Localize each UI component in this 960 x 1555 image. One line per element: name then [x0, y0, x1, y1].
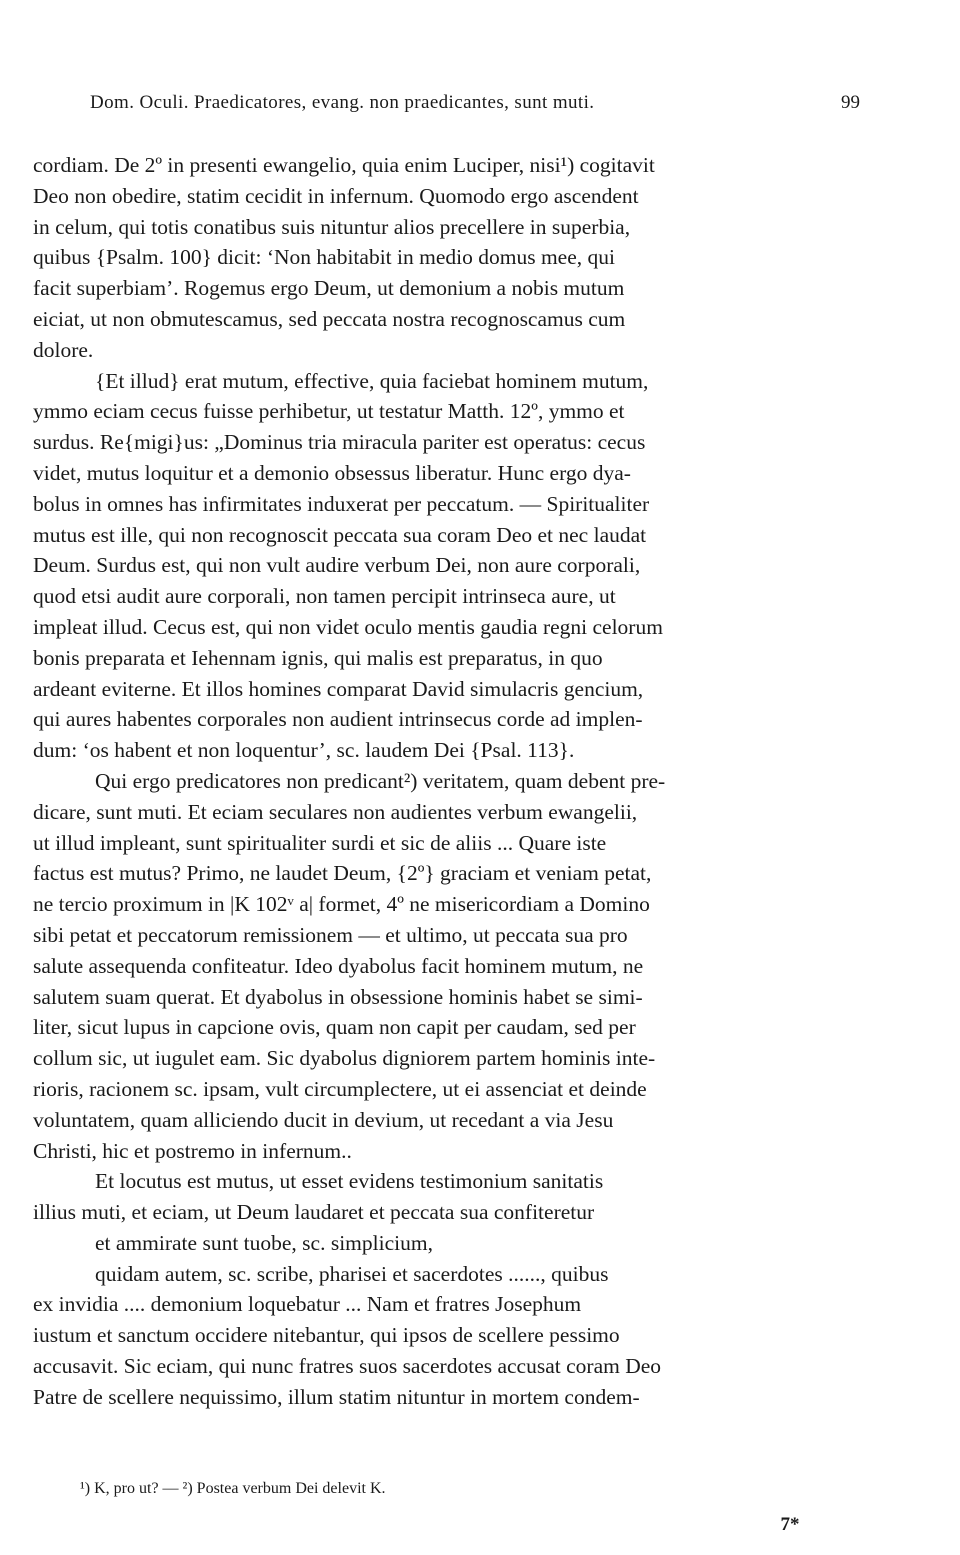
text-line: quidam autem, sc. scribe, pharisei et sacerdotes ......, quibus — [95, 1261, 609, 1286]
text-line: quibus {Psalm. 100} dicit: ‘Non habitabit in medio domus mee, qui — [33, 245, 615, 270]
text-line: rioris, racionem sc. ipsam, vult circumplectere, ut ei assenciat et deinde — [33, 1076, 647, 1101]
text-line: et ammirate sunt tuobe, sc. simplicium, — [95, 1230, 433, 1255]
running-header: Dom. Oculi. Praedicatores, evang. non praedicantes, sunt muti. — [90, 92, 595, 113]
text-line: collum sic, ut iugulet eam. Sic dyabolus digniorem partem hominis inte- — [33, 1046, 656, 1071]
text-line: Patre de scellere nequissimo, illum statim nituntur in mortem condem- — [33, 1384, 640, 1409]
text-line: illius muti, et eciam, ut Deum laudaret et peccata sua confiteretur — [33, 1200, 595, 1225]
text-line: factus est mutus? Primo, ne laudet Deum, {2º} graciam et veniam petat, — [33, 861, 652, 886]
text-line: dolore. — [33, 337, 94, 362]
text-line: ymmo eciam cecus fuisse perhibetur, ut testatur Matth. 12º, ymmo et — [33, 399, 625, 424]
text-line: iustum et sanctum occidere nitebantur, qui ipsos de scellere pessimo — [33, 1323, 620, 1348]
text-line: Et locutus est mutus, ut esset evidens testimonium sanitatis — [95, 1169, 604, 1194]
text-line: mutus est ille, qui non recognoscit peccata sua coram Deo et nec laudat — [33, 522, 647, 547]
text-line: quod etsi audit aure corporali, non tamen percipit intrinseca aure, ut — [33, 584, 616, 609]
text-line: Christi, hic et postremo in infernum.. — [33, 1138, 352, 1163]
text-line: ex invidia .... demonium loquebatur ... Nam et fratres Josephum — [33, 1292, 582, 1317]
text-line: voluntatem, quam alliciendo ducit in devium, ut recedant a via Jesu — [33, 1107, 614, 1132]
text-line: Deo non obedire, statim cecidit in infernum. Quomodo ergo ascendent — [33, 183, 639, 208]
text-line: {Et illud} erat mutum, effective, quia faciebat hominem mutum, — [95, 368, 649, 393]
signature-mark: 7* — [780, 1514, 800, 1535]
text-line: eiciat, ut non obmutescamus, sed peccata nostra recognoscamus cum — [33, 306, 626, 331]
text-line: liter, sicut lupus in capcione ovis, quam non capit per caudam, sed per — [33, 1015, 636, 1040]
text-line: bolus in omnes has infirmitates induxerat per peccatum. — Spiritualiter — [33, 491, 650, 516]
text-line: cordiam. De 2º in presenti ewangelio, quia enim Luciper, nisi¹) cogitavit — [33, 153, 655, 177]
text-line: impleat illud. Cecus est, qui non videt oculo mentis gaudia regni celorum — [33, 614, 663, 639]
text-line: sibi petat et peccatorum remissionem — et ultimo, ut peccata sua pro — [33, 922, 628, 947]
footnotes: ¹) K, pro ut? — ²) Postea verbum Dei delevit K. — [80, 1480, 386, 1497]
text-line: ut illud impleant, sunt spiritualiter surdi et sic de aliis ... Quare iste — [33, 830, 607, 855]
page-number: 99 — [841, 92, 860, 113]
text-line: ne tercio proximum in |K 102ᵛ a| formet, 4º ne misericordiam a Domino — [33, 892, 650, 917]
text-line: dicare, sunt muti. Et eciam seculares non audientes verbum ewangelii, — [33, 799, 638, 824]
text-line: facit superbiam’. Rogemus ergo Deum, ut demonium a nobis mutum — [33, 276, 625, 301]
text-line: accusavit. Sic eciam, qui nunc fratres suos sacerdotes accusat coram Deo — [33, 1354, 662, 1379]
text-line: in celum, qui totis conatibus suis nituntur alios precellere in superbia, — [33, 214, 631, 239]
text-line: videt, mutus loquitur et a demonio obsessus liberatur. Hunc ergo dya- — [33, 460, 631, 485]
text-line: ardeant eviterne. Et illos homines comparat David simulacris gencium, — [33, 676, 644, 701]
text-line: salute assequenda confiteatur. Ideo dyabolus facit hominem mutum, ne — [33, 953, 644, 978]
body-text — [33, 150, 863, 1413]
text-line: Deum. Surdus est, qui non vult audire verbum Dei, non aure corporali, — [33, 553, 641, 578]
text-line: Qui ergo predicatores non predicant²) veritatem, quam debent pre- — [95, 768, 666, 793]
text-line: bonis preparata et Iehennam ignis, qui malis est preparatus, in quo — [33, 645, 603, 670]
text-line: surdus. Re{migi}us: „Dominus tria miracula pariter est operatus: cecus — [33, 430, 646, 455]
text-line: qui aures habentes corporales non audient intrinsecus corde ad implen- — [33, 707, 643, 732]
text-line: salutem suam querat. Et dyabolus in obsessione hominis habet se simi- — [33, 984, 643, 1009]
text-line: dum: ‘os habent et non loquentur’, sc. laudem Dei {Psal. 113}. — [33, 738, 575, 763]
